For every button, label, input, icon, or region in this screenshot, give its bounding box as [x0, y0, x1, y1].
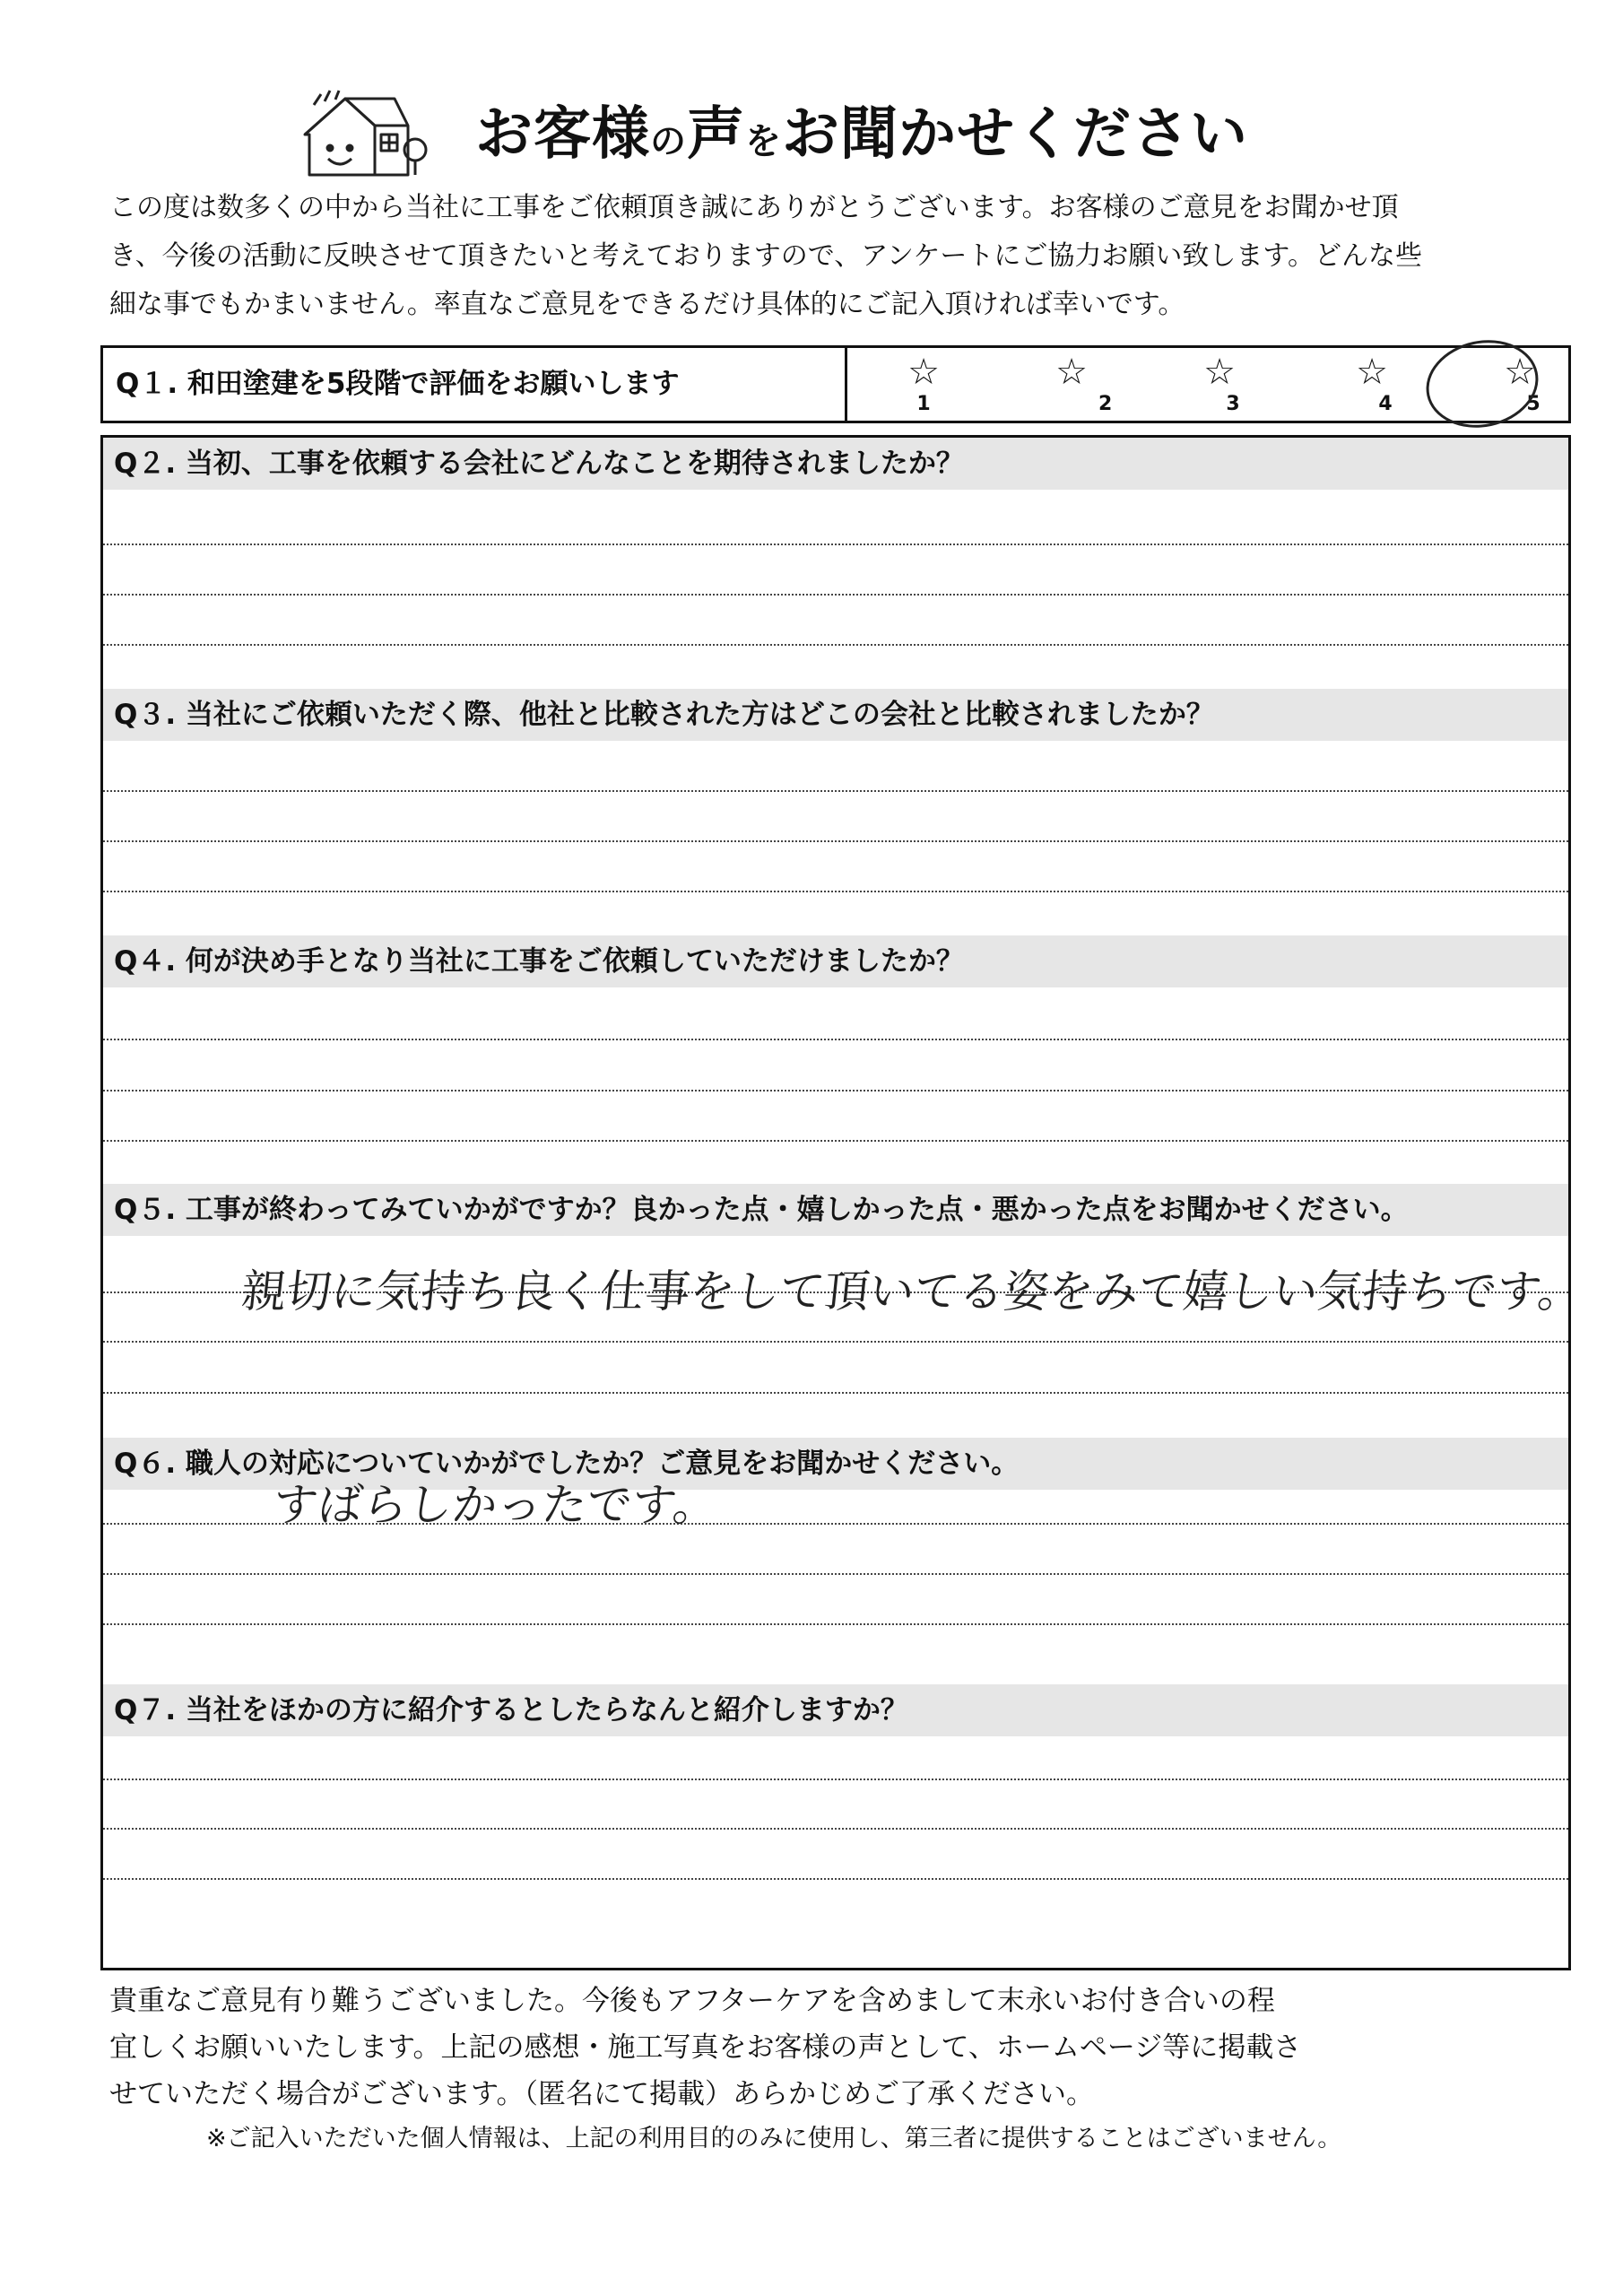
closing-text: 貴重なご意見有り難うございました。今後もアフターケアを含めまして末永いお付き合いの程 宜しくお願いいたします。上記の感想・施工写真をお客様の声として、ホームページ等に掲載さ せていただく場合がございます。（匿名にて掲載）あらかじめご了承ください。 — [109, 1985, 1302, 2110]
star-1[interactable]: ☆ 1 — [907, 352, 940, 415]
answer-line[interactable] — [103, 594, 1568, 596]
q7-label: Q７. 当社をほかの方に紹介するとしたらなんと紹介しますか？ — [103, 1684, 1568, 1736]
star-2[interactable]: ☆ 2 — [1055, 352, 1113, 415]
answer-line[interactable] — [103, 1392, 1568, 1394]
answer-line[interactable] — [103, 644, 1568, 646]
star-5[interactable]: ☆ 5 — [1504, 352, 1541, 415]
questions-box — [100, 435, 1586, 1970]
q6-label: Q６. 職人の対応についていかがでしたか？ご意見をお聞かせください。 — [103, 1438, 1568, 1490]
answer-line[interactable] — [103, 1039, 1568, 1040]
page-title: お客様の声をお聞かせください — [475, 101, 1248, 168]
star-4[interactable]: ☆ 4 — [1356, 352, 1393, 415]
answer-line[interactable] — [103, 1140, 1568, 1142]
answer-line[interactable] — [103, 1828, 1568, 1830]
smiling-house-icon — [296, 85, 430, 184]
answer-line[interactable] — [103, 544, 1568, 545]
q6-section — [103, 1438, 1568, 1531]
q4-label: Q４. 何が決め手となり当社に工事をご依頼していただけましたか？ — [103, 935, 1568, 987]
q5-section — [103, 1184, 1586, 1318]
answer-line[interactable] — [103, 1573, 1568, 1575]
answer-line[interactable] — [103, 1341, 1568, 1343]
q6-handwritten-answer: すばらしかったです。 — [270, 1479, 721, 1531]
answer-line[interactable] — [103, 790, 1568, 792]
answer-line[interactable] — [103, 1623, 1568, 1625]
answer-line[interactable] — [103, 891, 1568, 892]
intro-text: この度は数多くの中から当社に工事をご依頼頂き誠にありがとうございます。お客様のご意見をお聞かせ頂 き、今後の活動に反映させて頂きたいと考えておりますので、アンケートにご協力お願い致します。どんな些 細な事でもかまいません。率直なご意見をできるだけ具体的にご記入頂ければ幸いです。 — [109, 192, 1422, 320]
q2-section — [103, 438, 1568, 490]
q1-label: Q１. 和田塗建を5段階で評価をお願いします — [103, 348, 847, 421]
q7-section — [103, 1684, 1568, 1736]
q3-label: Q３. 当社にご依頼いただく際、他社と比較された方はどこの会社と比較されましたか？ — [103, 689, 1568, 741]
answer-line[interactable] — [103, 1090, 1568, 1091]
answer-line[interactable] — [103, 1878, 1568, 1880]
q2-label: Q２. 当初、工事を依頼する会社にどんなことを期待されましたか？ — [103, 438, 1568, 490]
answer-line[interactable] — [103, 1779, 1568, 1780]
q3-section — [103, 689, 1568, 741]
star-3[interactable]: ☆ 3 — [1203, 352, 1240, 415]
answer-line[interactable] — [103, 840, 1568, 842]
q5-label: Q５. 工事が終わってみていかがですか？良かった点・嬉しかった点・悪かった点をお聞かせください。 — [103, 1184, 1568, 1236]
q4-section — [103, 935, 1568, 987]
q5-handwritten-answer: 親切に気持ち良く仕事をして頂いてる姿をみて嬉しい気持ちです。 — [239, 1265, 1586, 1318]
privacy-note: ※ご記入いただいた個人情報は、上記の利用目的のみに使用し、第三者に提供することはございません。 — [206, 2125, 1342, 2152]
q1-rating-row — [100, 345, 1571, 423]
page-header — [296, 85, 1354, 184]
